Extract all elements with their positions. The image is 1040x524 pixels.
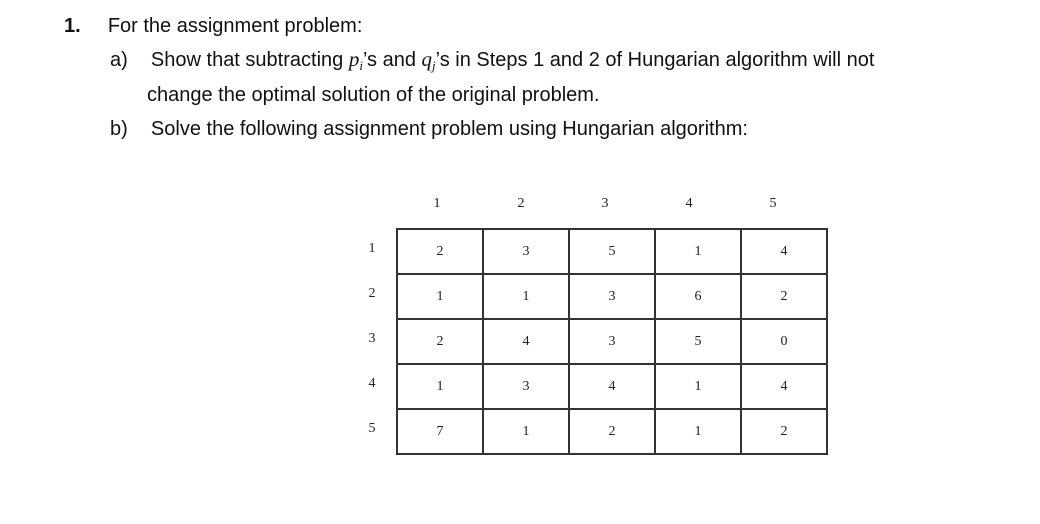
matrix-row xyxy=(397,274,827,319)
part-a-text-3: ’s in Steps 1 and 2 of Hungarian algorithm will not xyxy=(435,49,875,71)
matrix-cell: 1 xyxy=(483,274,569,319)
matrix-row xyxy=(397,364,827,409)
matrix-cell: 5 xyxy=(569,229,655,274)
matrix-row xyxy=(397,229,827,274)
question-title: For the assignment problem: xyxy=(107,15,363,37)
matrix-cell: 2 xyxy=(397,319,483,364)
matrix-cell: 4 xyxy=(483,319,569,364)
matrix-cell: 3 xyxy=(483,229,569,274)
matrix-cell: 1 xyxy=(483,409,569,454)
matrix-cell: 5 xyxy=(655,319,741,364)
part-a-text-2: ’s and xyxy=(362,49,422,71)
matrix-cell: 3 xyxy=(569,274,655,319)
matrix-cell: 7 xyxy=(397,409,483,454)
matrix-row xyxy=(397,319,827,364)
cost-matrix xyxy=(396,228,828,455)
matrix-cell: 6 xyxy=(655,274,741,319)
matrix-cell: 4 xyxy=(569,364,655,409)
matrix-cell: 4 xyxy=(741,364,827,409)
matrix-cell: 1 xyxy=(655,364,741,409)
column-header: 1 xyxy=(433,196,441,211)
row-header: 2 xyxy=(368,286,376,301)
matrix-cell: 1 xyxy=(655,229,741,274)
var-p-subscript: i xyxy=(359,58,363,73)
var-p: p xyxy=(348,47,360,71)
matrix-cell: 2 xyxy=(741,274,827,319)
question-number: 1. xyxy=(64,15,81,37)
part-a-label: a) xyxy=(110,49,128,71)
var-q-subscript: j xyxy=(432,58,436,73)
row-header: 3 xyxy=(368,331,376,346)
matrix-cell: 2 xyxy=(397,229,483,274)
matrix-cell: 3 xyxy=(483,364,569,409)
matrix-cell: 3 xyxy=(569,319,655,364)
matrix-cell: 2 xyxy=(741,409,827,454)
row-header: 5 xyxy=(368,421,376,436)
part-a-line-1 xyxy=(110,47,874,78)
part-b-label: b) xyxy=(110,118,128,140)
matrix-cell: 1 xyxy=(397,274,483,319)
column-header: 5 xyxy=(769,196,777,211)
matrix-cell: 1 xyxy=(655,409,741,454)
part-b-line xyxy=(110,117,748,141)
matrix-cell: 1 xyxy=(397,364,483,409)
part-a-text-1: Show that subtracting xyxy=(150,49,349,71)
matrix-cell: 0 xyxy=(741,319,827,364)
part-a-line-2: change the optimal solution of the original problem. xyxy=(147,84,600,106)
var-q: q xyxy=(421,47,433,71)
part-b-text: Solve the following assignment problem using Hungarian algorithm: xyxy=(150,118,748,140)
matrix-cell: 4 xyxy=(741,229,827,274)
question-header xyxy=(64,14,362,38)
row-header: 4 xyxy=(368,376,376,391)
column-header: 3 xyxy=(601,196,609,211)
matrix-row xyxy=(397,409,827,454)
column-header: 4 xyxy=(685,196,693,211)
column-header: 2 xyxy=(517,196,525,211)
row-header: 1 xyxy=(368,241,376,256)
matrix-cell: 2 xyxy=(569,409,655,454)
